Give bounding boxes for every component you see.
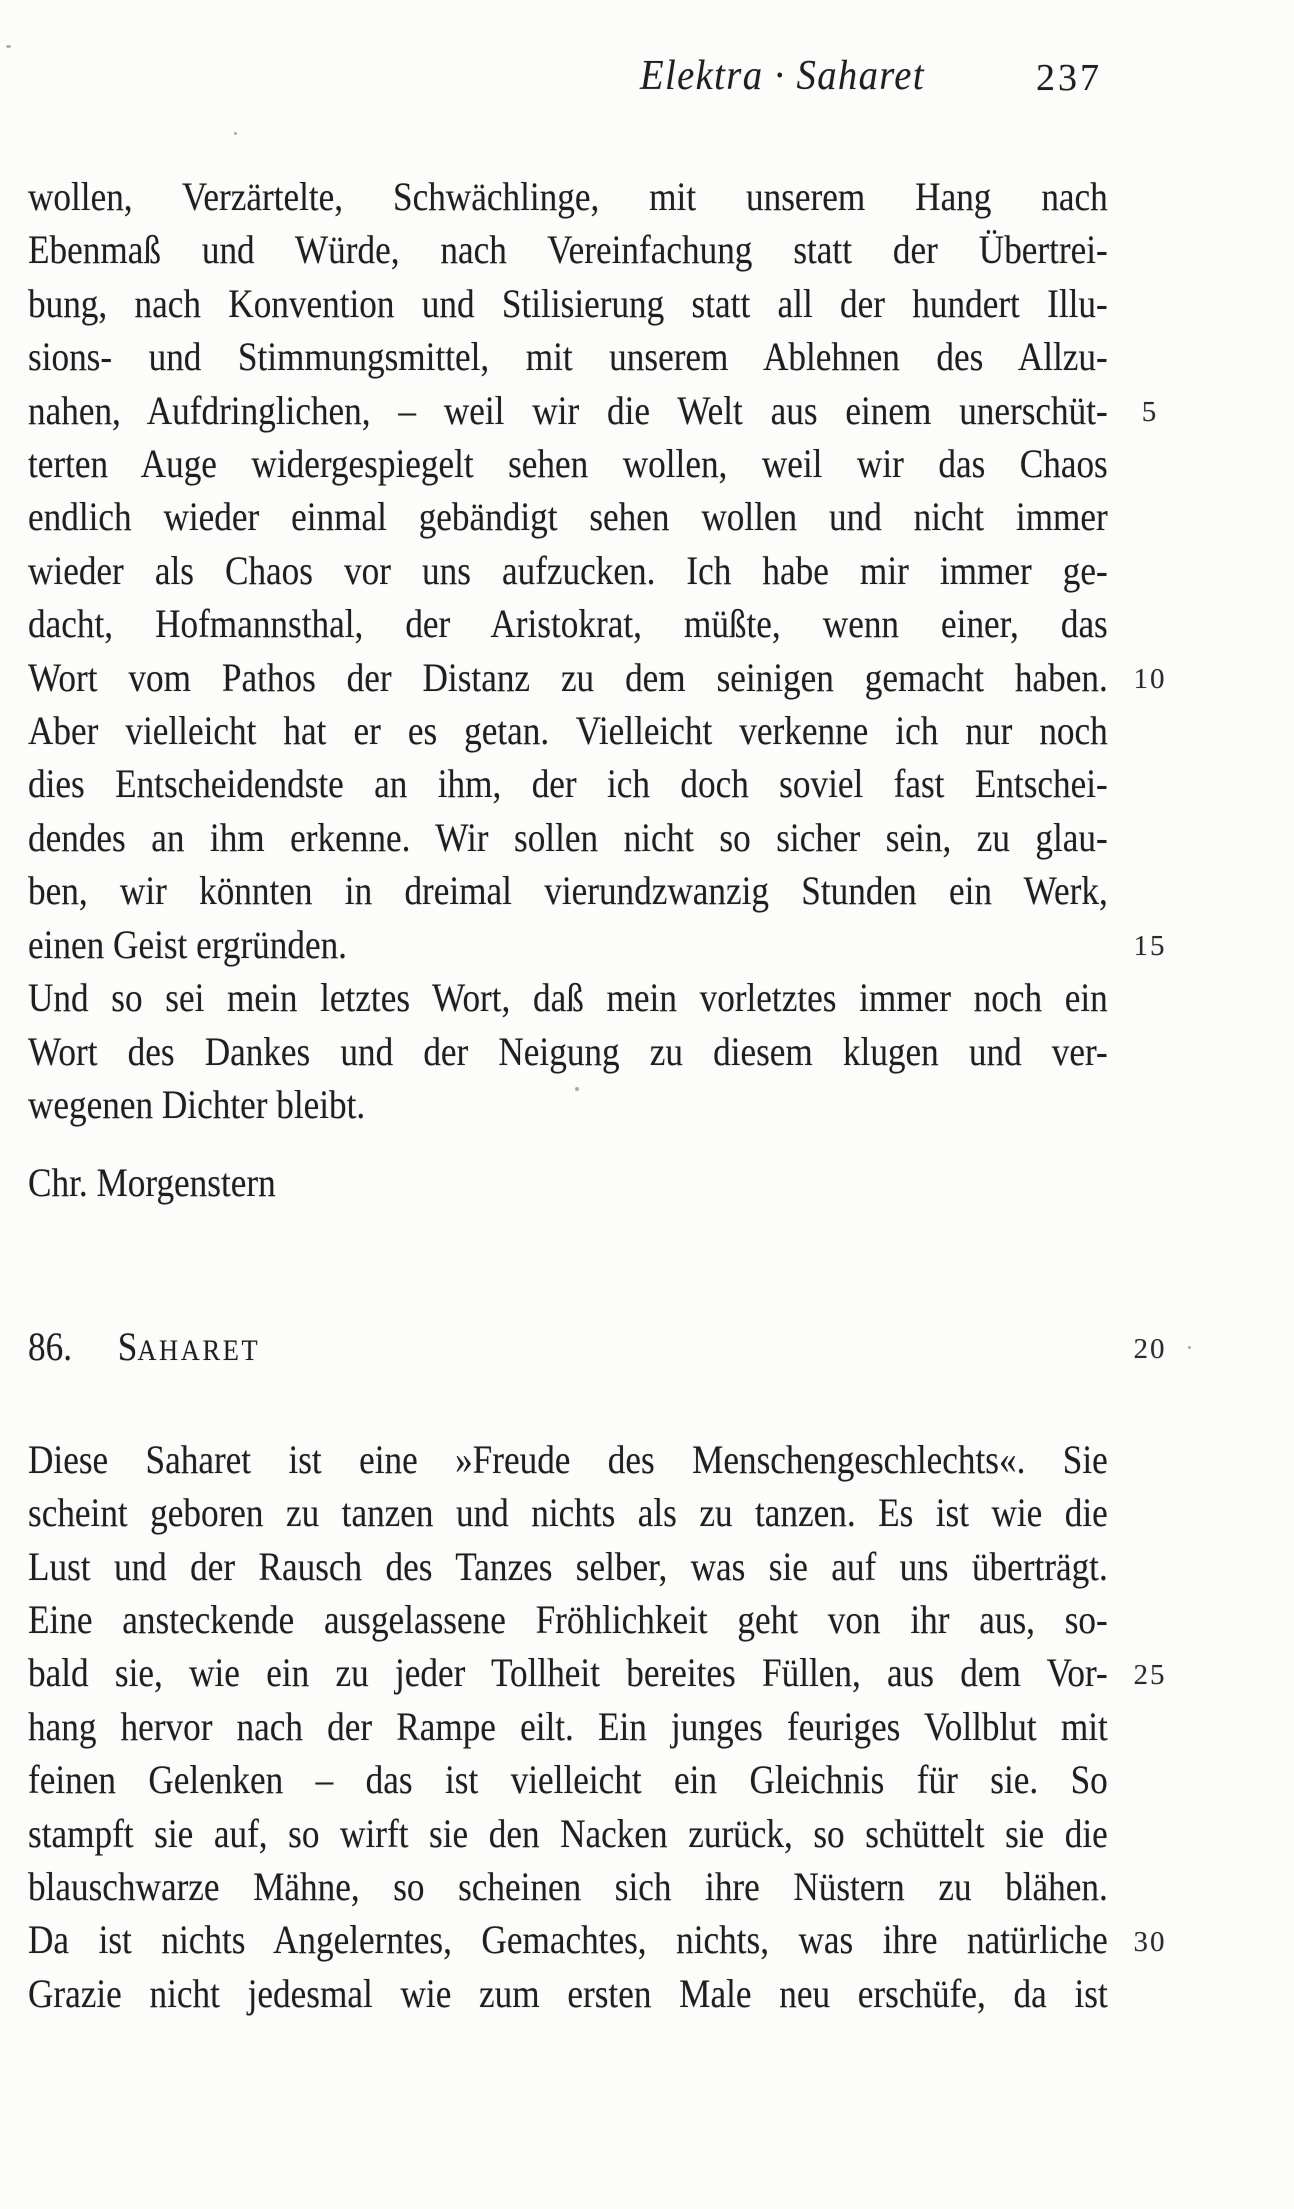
text-line: hang hervor nach der Rampe eilt. Ein junges feuriges Vollblut mit (28, 1703, 1108, 1749)
margin-line-number: 15 (1133, 930, 1167, 962)
text-line: Aber vielleicht hat er es getan. Vielleicht verkenne ich nur noch (28, 708, 1108, 754)
text-line: dendes an ihm erkenne. Wir sollen nicht so sicher sein, zu glau- (28, 814, 1108, 860)
text-line: bald sie, wie ein zu jeder Tollheit bereites Füllen, aus dem Vor- (28, 1650, 1108, 1696)
section-title (118, 1320, 260, 1377)
text-line: nahen, Aufdringlichen, – weil wir die Welt aus einem unerschüt- (28, 387, 1108, 433)
text-line: Wort vom Pathos der Distanz zu dem seinigen gemacht haben. (28, 654, 1108, 700)
scan-speck (575, 1087, 579, 1091)
text-line: Da ist nichts Angelerntes, Gemachtes, nichts, was ihre natürliche (28, 1917, 1108, 1963)
text-line: bung, nach Konvention und Stilisierung statt all der hundert Illu- (28, 280, 1108, 326)
paragraph-letter-text (28, 170, 1108, 1131)
text-line: wollen, Verzärtelte, Schwächlinge, mit unserem Hang nach (28, 174, 1108, 219)
running-head (0, 0, 1294, 120)
text-line: sions- und Stimmungsmittel, mit unserem Ablehnen des Allzu- (28, 334, 1108, 380)
scan-speck (1188, 1346, 1191, 1349)
text-line: wegenen Dichter bleibt. (28, 1081, 366, 1127)
text-line: Wort des Dankes und der Neigung zu diesem klugen und ver- (28, 1028, 1108, 1074)
page-number: 237 (1036, 57, 1102, 99)
signature: Chr. Morgenstern (28, 1160, 276, 1206)
paragraph-saharet-text (28, 1433, 1108, 2020)
text-line: Eine ansteckende ausgelassene Fröhlichkeit geht von ihr aus, so- (28, 1596, 1108, 1642)
section-title-rest: AHARET (137, 1333, 261, 1367)
margin-line-number: 5 (1141, 396, 1159, 428)
text-line: blauschwarze Mähne, so scheinen sich ihre Nüstern zu blähen. (28, 1863, 1108, 1909)
text-line: Lust und der Rausch des Tanzes selber, was sie auf uns überträgt. (28, 1543, 1108, 1589)
text-line: feinen Gelenken – das ist vielleicht ein Gleichnis für sie. So (28, 1757, 1108, 1803)
running-title: Elektra · Saharet (640, 53, 925, 99)
margin-line-number: 30 (1133, 1926, 1167, 1958)
scan-speck (234, 132, 237, 135)
text-line: ben, wir könnten in dreimal vierundzwanzig Stunden ein Werk, (28, 868, 1108, 914)
scan-speck (6, 45, 11, 48)
margin-line-number: 10 (1133, 663, 1167, 695)
text-line: endlich wieder einmal gebändigt sehen wollen und nicht immer (28, 494, 1108, 540)
text-line: Diese Saharet ist eine »Freude des Menschengeschlechts«. Sie (28, 1436, 1108, 1482)
margin-line-number: 25 (1133, 1659, 1167, 1691)
text-line: Und so sei mein letztes Wort, daß mein vorletztes immer noch ein (28, 975, 1108, 1021)
text-line: scheint geboren zu tanzen und nichts als zu tanzen. Es ist wie die (28, 1490, 1108, 1536)
text-line: terten Auge widergespiegelt sehen wollen, weil wir das Chaos (28, 441, 1108, 487)
text-column (28, 170, 1108, 2020)
text-line: dies Entscheidendste an ihm, der ich doch soviel fast Entschei- (28, 761, 1108, 807)
text-line: Grazie nicht jedesmal wie zum ersten Male neu erschüfe, da ist (28, 1970, 1108, 2016)
margin-line-number: 20 (1133, 1333, 1167, 1365)
section-heading (28, 1320, 1108, 1374)
section-number: 86. (28, 1323, 72, 1369)
text-line: stampft sie auf, so wirft sie den Nacken zurück, so schüttelt sie die (28, 1810, 1108, 1856)
section-title-initial: S (117, 1323, 138, 1369)
text-line: dacht, Hofmannsthal, der Aristokrat, müßte, wenn einer, das (28, 601, 1108, 647)
text-line: Ebenmaß und Würde, nach Vereinfachung statt der Übertrei- (28, 227, 1108, 273)
text-line: einen Geist ergründen. (28, 921, 347, 967)
text-line: wieder als Chaos vor uns aufzucken. Ich habe mir immer ge- (28, 547, 1108, 593)
